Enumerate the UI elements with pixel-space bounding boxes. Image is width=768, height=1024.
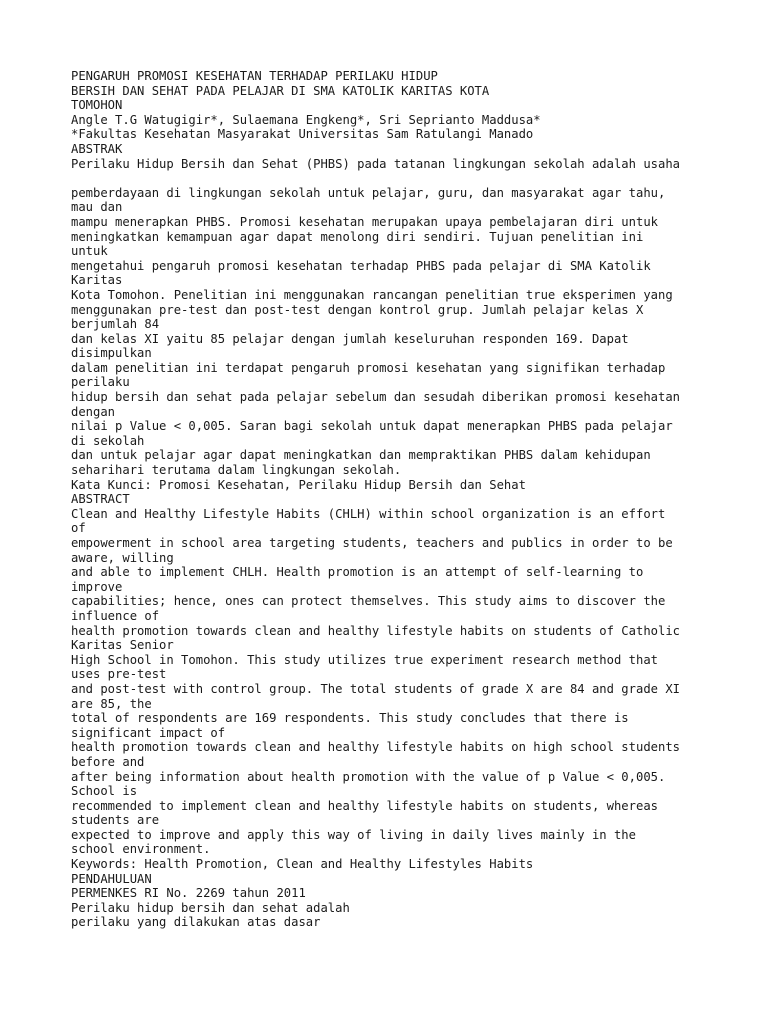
abstract-line: significant impact of — [71, 725, 226, 740]
keywords: Keywords: Health Promotion, Clean and Healthy Lifestyles Habits — [71, 857, 534, 872]
abstrak-line: mampu menerapkan PHBS. Promosi kesehatan merupakan upaya pembelajaran diri untuk — [71, 214, 658, 229]
abstract-line: expected to improve and apply this way of living in daily lives mainly in the — [71, 827, 636, 842]
abstrak-line: berjumlah 84 — [71, 317, 160, 332]
abstract-line: students are — [71, 813, 160, 828]
abstrak-line: menggunakan pre-test dan post-test dengan kontrol grup. Jumlah pelajar kelas X — [71, 302, 644, 317]
abstract-line: capabilities; hence, ones can protect themselves. This study aims to discover the — [71, 594, 666, 609]
abstract-line: before and — [71, 754, 145, 769]
abstract-line: and post-test with control group. The total students of grade X are 84 and grade XI — [71, 681, 681, 696]
abstrak-line: mau dan — [71, 200, 123, 215]
abstract-line: health promotion towards clean and healthy lifestyle habits on high school students — [71, 740, 681, 755]
pendahuluan-heading: PENDAHULUAN — [71, 871, 152, 886]
abstrak-line: hidup bersih dan sehat pada pelajar sebelum dan sesudah diberikan promosi kesehatan — [71, 390, 681, 405]
abstract-line: improve — [71, 579, 123, 594]
abstrak-line: disimpulkan — [71, 346, 152, 361]
abstract-line: High School in Tomohon. This study utilizes true experiment research method that — [71, 652, 658, 667]
abstrak-line: mengetahui pengaruh promosi kesehatan terhadap PHBS pada pelajar di SMA Katolik — [71, 258, 651, 273]
document-page — [71, 69, 731, 930]
title-line: PENGARUH PROMOSI KESEHATAN TERHADAP PERILAKU HIDUP — [71, 69, 438, 83]
abstrak-line: dalam penelitian ini terdapat pengaruh promosi kesehatan yang signifikan terhadap — [71, 360, 666, 375]
abstrak-line: dengan — [71, 404, 116, 419]
abstract-line: Karitas Senior — [71, 638, 174, 653]
abstract-line: and able to implement CHLH. Health promotion is an attempt of self-learning to — [71, 565, 644, 580]
abstrak-line: Kota Tomohon. Penelitian ini menggunakan rancangan penelitian true eksperimen yang — [71, 287, 673, 302]
abstract-line: total of respondents are 169 respondents. This study concludes that there is — [71, 711, 629, 726]
abstract-line: Clean and Healthy Lifestyle Habits (CHLH) within school organization is an effort — [71, 506, 666, 521]
abstract-heading: ABSTRACT — [71, 492, 130, 507]
abstract-line: influence of — [71, 608, 160, 623]
abstrak-line: seharihari terutama dalam lingkungan sekolah. — [71, 463, 402, 478]
abstrak-line: Karitas — [71, 273, 123, 288]
affiliation: *Fakultas Kesehatan Masyarakat Universitas Sam Ratulangi Manado — [71, 127, 534, 142]
abstrak-line: dan kelas XI yaitu 85 pelajar dengan jumlah keseluruhan responden 169. Dapat — [71, 331, 629, 346]
abstrak-line: meningkatkan kemampuan agar dapat menolong diri sendiri. Tujuan penelitian ini — [71, 229, 644, 244]
abstrak-heading: ABSTRAK — [71, 141, 123, 156]
title-line: BERSIH DAN SEHAT PADA PELAJAR DI SMA KATOLIK KARITAS KOTA — [71, 83, 490, 98]
title-line: TOMOHON — [71, 98, 123, 113]
blank-line — [71, 171, 731, 186]
abstrak-body — [71, 186, 731, 478]
abstrak-line: perilaku — [71, 375, 130, 390]
abstract-line: School is — [71, 784, 138, 799]
abstrak-line: di sekolah — [71, 433, 145, 448]
abstract-line: empowerment in school area targeting students, teachers and publics in order to be — [71, 536, 673, 550]
abstract-line: after being information about health promotion with the value of p Value < 0,005. — [71, 769, 666, 784]
abstract-line: school environment. — [71, 842, 211, 857]
abstract-line: recommended to implement clean and healthy lifestyle habits on students, whereas — [71, 798, 658, 813]
kata-kunci: Kata Kunci: Promosi Kesehatan, Perilaku Hidup Bersih dan Sehat — [71, 477, 526, 492]
abstract-line: of — [71, 521, 86, 536]
abstrak-line: pemberdayaan di lingkungan sekolah untuk pelajar, guru, dan masyarakat agar tahu, — [71, 185, 666, 200]
abstrak-line: nilai p Value < 0,005. Saran bagi sekolah untuk dapat menerapkan PHBS pada pelajar — [71, 419, 673, 434]
abstrak-line: dan untuk pelajar agar dapat meningkatkan dan mempraktikan PHBS dalam kehidupan — [71, 448, 651, 463]
authors: Angle T.G Watugigir*, Sulaemana Engkeng*, Sri Seprianto Maddusa* — [71, 112, 541, 127]
abstract-body — [71, 507, 731, 857]
abstract-line: aware, willing — [71, 550, 174, 565]
abstract-line: are 85, the — [71, 696, 152, 711]
abstract-line: uses pre-test — [71, 667, 167, 682]
abstrak-line: untuk — [71, 244, 108, 259]
pendahuluan-line: PERMENKES RI No. 2269 tahun 2011 — [71, 886, 306, 901]
abstrak-first-line: Perilaku Hidup Bersih dan Sehat (PHBS) pada tatanan lingkungan sekolah adalah usaha — [71, 156, 681, 171]
abstract-line: health promotion towards clean and healthy lifestyle habits on students of Catholic — [71, 623, 681, 638]
pendahuluan-line: Perilaku hidup bersih dan sehat adalah — [71, 900, 350, 915]
pendahuluan-line: perilaku yang dilakukan atas dasar — [71, 915, 321, 930]
pendahuluan-body — [71, 886, 731, 930]
